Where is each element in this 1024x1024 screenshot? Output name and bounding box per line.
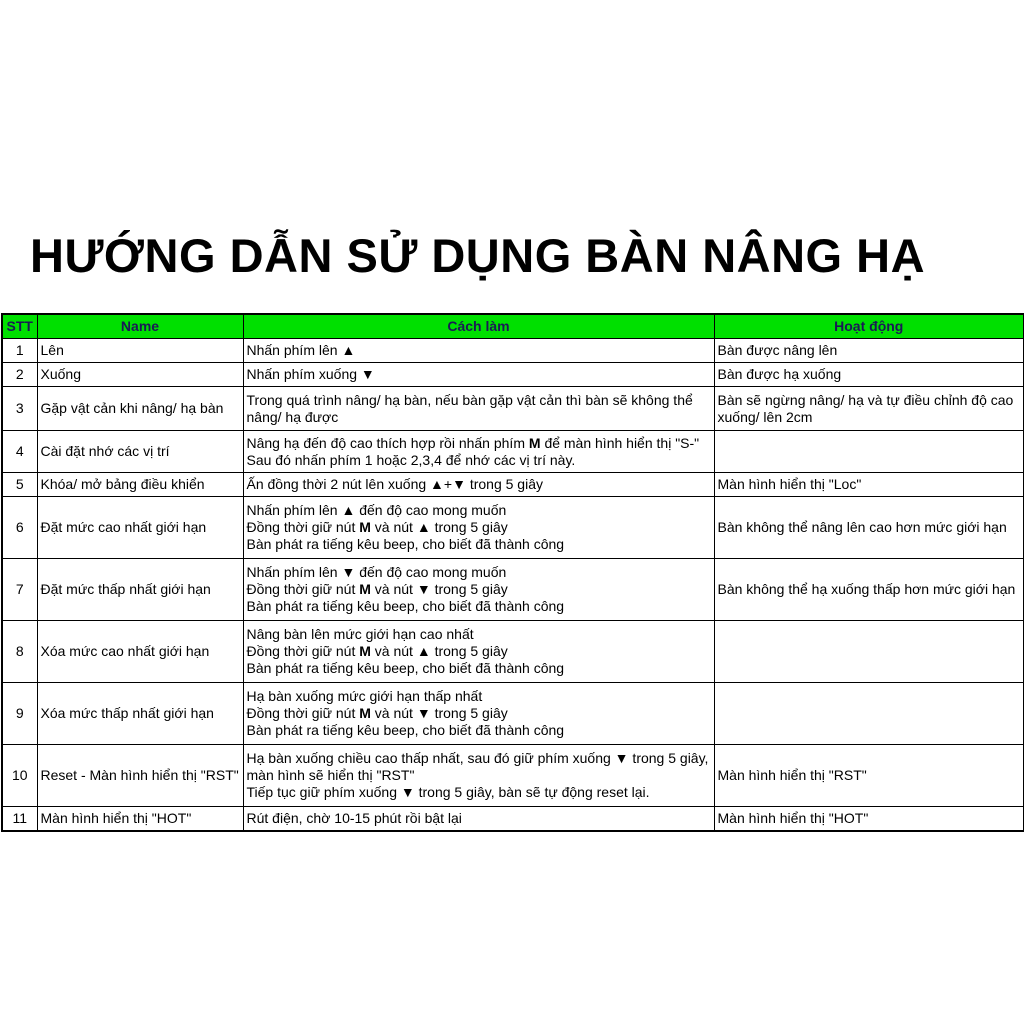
- cell-how-line: Bàn phát ra tiếng kêu beep, cho biết đã thành công: [246, 598, 565, 614]
- cell-stt: 7: [2, 559, 37, 621]
- table-row: [2, 683, 1024, 745]
- table-row: [2, 807, 1024, 831]
- cell-how-line: Bàn phát ra tiếng kêu beep, cho biết đã thành công: [246, 722, 565, 738]
- cell-how-line: Ấn đồng thời 2 nút lên xuống ▲+▼ trong 5 giây: [246, 476, 543, 492]
- cell-how-line: Hạ bàn xuống mức giới hạn thấp nhất: [246, 688, 483, 704]
- cell-result: [714, 497, 1024, 559]
- cell-how-line: nâng/ hạ được: [246, 408, 339, 425]
- cell-how: [243, 473, 714, 497]
- cell-result: [714, 339, 1024, 363]
- cell-name: Xuống: [37, 363, 243, 387]
- cell-name: Gặp vật cản khi nâng/ hạ bàn: [37, 387, 243, 431]
- table-body: [2, 339, 1024, 831]
- cell-name: Đặt mức thấp nhất giới hạn: [37, 559, 243, 621]
- cell-how-line: Nhấn phím lên ▲: [246, 342, 356, 358]
- cell-result: [714, 473, 1024, 497]
- cell-how-line: Đồng thời giữ nút M và nút ▼ trong 5 giây: [246, 705, 508, 721]
- cell-result-line: Bàn được hạ xuống: [717, 366, 842, 382]
- cell-how-line: Bàn phát ra tiếng kêu beep, cho biết đã thành công: [246, 536, 565, 552]
- cell-how-line: Bàn phát ra tiếng kêu beep, cho biết đã thành công: [246, 660, 565, 676]
- cell-stt: 5: [2, 473, 37, 497]
- cell-result-line: Bàn không thể nâng lên cao hơn mức giới hạn: [717, 519, 1007, 535]
- cell-result: [714, 363, 1024, 387]
- cell-how-line: Nâng bàn lên mức giới hạn cao nhất: [246, 626, 474, 642]
- cell-how-line: Nâng hạ đến độ cao thích hợp rồi nhấn phím M để màn hình hiển thị "S-": [246, 434, 700, 451]
- header-stt: STT: [2, 314, 37, 339]
- cell-name: Lên: [37, 339, 243, 363]
- cell-how: [243, 683, 714, 745]
- table-row: [2, 559, 1024, 621]
- cell-how-line: Nhấn phím xuống ▼: [246, 366, 375, 382]
- cell-stt: 3: [2, 387, 37, 431]
- cell-result: [714, 807, 1024, 831]
- cell-name: Xóa mức cao nhất giới hạn: [37, 621, 243, 683]
- cell-stt: 6: [2, 497, 37, 559]
- cell-stt: 2: [2, 363, 37, 387]
- cell-stt: 10: [2, 745, 37, 807]
- cell-how-line: Tiếp tục giữ phím xuống ▼ trong 5 giây, bàn sẽ tự động reset lại.: [246, 784, 650, 800]
- cell-how: [243, 559, 714, 621]
- cell-how-line: Nhấn phím lên ▼ đến độ cao mong muốn: [246, 564, 507, 580]
- cell-result-line: xuống/ lên 2cm: [717, 408, 813, 425]
- cell-stt: 11: [2, 807, 37, 831]
- header-result: Hoạt động: [714, 314, 1024, 339]
- table-row: [2, 745, 1024, 807]
- cell-name: Đặt mức cao nhất giới hạn: [37, 497, 243, 559]
- table-row: [2, 621, 1024, 683]
- table-row: [2, 387, 1024, 431]
- cell-how-line: màn hình sẽ hiển thị "RST": [246, 767, 415, 783]
- table-header-row: [2, 314, 1024, 339]
- page-title: HƯỚNG DẪN SỬ DỤNG BÀN NÂNG HẠ: [30, 229, 926, 282]
- header-how: Cách làm: [243, 314, 714, 339]
- cell-result: [714, 387, 1024, 431]
- cell-result: [714, 559, 1024, 621]
- cell-result-line: Bàn được nâng lên: [717, 342, 838, 358]
- cell-stt: 9: [2, 683, 37, 745]
- table-row: [2, 473, 1024, 497]
- cell-how-line: Hạ bàn xuống chiều cao thấp nhất, sau đó giữ phím xuống ▼ trong 5 giây,: [246, 750, 709, 766]
- cell-result-line: Bàn không thể hạ xuống thấp hơn mức giới hạn: [717, 581, 1016, 597]
- table-row: [2, 363, 1024, 387]
- cell-result: [714, 683, 1024, 745]
- cell-how: [243, 339, 714, 363]
- cell-stt: 4: [2, 431, 37, 473]
- header-name: Name: [37, 314, 243, 339]
- cell-how: [243, 363, 714, 387]
- cell-result: [714, 431, 1024, 473]
- cell-result-line: Màn hình hiển thị "Loc": [717, 476, 862, 492]
- table-row: [2, 497, 1024, 559]
- table-row: [2, 339, 1024, 363]
- cell-how: [243, 807, 714, 831]
- cell-how-line: Trong quá trình nâng/ hạ bàn, nếu bàn gặp vật cản thì bàn sẽ không thể: [246, 391, 693, 408]
- cell-stt: 8: [2, 621, 37, 683]
- cell-name: Màn hình hiển thị "HOT": [37, 807, 243, 831]
- cell-name: Reset - Màn hình hiển thị "RST": [37, 745, 243, 807]
- cell-how: [243, 497, 714, 559]
- cell-how-line: Sau đó nhấn phím 1 hoặc 2,3,4 để nhớ các vị trí này.: [246, 451, 576, 468]
- cell-how-line: Đồng thời giữ nút M và nút ▲ trong 5 giây: [246, 519, 508, 535]
- table-row: [2, 431, 1024, 473]
- cell-how-line: Nhấn phím lên ▲ đến độ cao mong muốn: [246, 502, 507, 518]
- cell-result-line: Màn hình hiển thị "RST": [717, 767, 867, 783]
- cell-how-line: Đồng thời giữ nút M và nút ▼ trong 5 giây: [246, 581, 508, 597]
- cell-result-line: Màn hình hiển thị "HOT": [717, 809, 869, 826]
- cell-result-line: Bàn sẽ ngừng nâng/ hạ và tự điều chỉnh độ cao: [717, 391, 1014, 408]
- cell-result: [714, 621, 1024, 683]
- cell-stt: 1: [2, 339, 37, 363]
- cell-how: [243, 621, 714, 683]
- cell-result: [714, 745, 1024, 807]
- cell-how: [243, 745, 714, 807]
- instruction-table: [1, 313, 1024, 832]
- cell-how-line: Rút điện, chờ 10-15 phút rồi bật lại: [246, 809, 462, 826]
- cell-how-line: Đồng thời giữ nút M và nút ▲ trong 5 giây: [246, 643, 508, 659]
- cell-how: [243, 431, 714, 473]
- cell-name: Xóa mức thấp nhất giới hạn: [37, 683, 243, 745]
- cell-name: Cài đặt nhớ các vị trí: [37, 431, 243, 473]
- cell-name: Khóa/ mở bảng điều khiển: [37, 473, 243, 497]
- cell-how: [243, 387, 714, 431]
